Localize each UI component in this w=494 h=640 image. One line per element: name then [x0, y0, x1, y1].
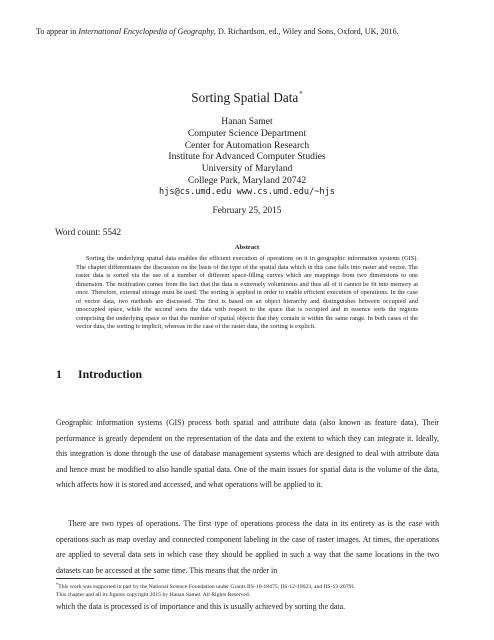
- author-location: College Park, Maryland 20742: [187, 174, 307, 186]
- body-paragraph-continued: which the data is processed is of importance and this is usually achieved by sorting the data.: [56, 602, 346, 611]
- author-university: University of Maryland: [201, 163, 293, 175]
- title-footnote-marker: *: [299, 90, 303, 98]
- author-block: [0, 116, 494, 199]
- publication-note-suffix: , D. Richardson, ed., Wiley and Sons, Oxford, UK, 2016.: [213, 27, 399, 36]
- author-contact: hjs@cs.umd.edu www.cs.umd.edu/~hjs: [159, 186, 335, 197]
- footnote-copyright: This chapter and all its figures copyright 2015 by Hanan Samet. All Rights Reserved.: [56, 591, 251, 598]
- author-center: Center for Automation Research: [184, 139, 310, 151]
- author-department: Computer Science Department: [187, 127, 307, 139]
- paper-date: February 25, 2015: [212, 206, 282, 216]
- publication-note: [36, 27, 456, 36]
- word-count: Word count: 5542: [55, 227, 122, 237]
- paper-title: [0, 90, 494, 106]
- body-paragraph: Geographic information systems (GIS) process both spatial and attribute data (also known as feature data). Their performance is greatly dependent on the representation of the data and the extent to which they can integrate it. Ideally, this integration is done through the use of database management systems which are designed to deal with attribute data and hence must be modified to also handle spatial data. One of the main issues for spatial data is the volume of the data, which affects how it is stored and accessed, and what operations will be applied to it.: [56, 418, 439, 490]
- author-institute: Institute for Advanced Computer Studies: [168, 151, 326, 163]
- footnote-rule: [56, 578, 154, 579]
- author-name: Hanan Samet: [221, 116, 273, 127]
- publication-venue: International Encyclopedia of Geography: [78, 27, 214, 36]
- section-number: 1: [56, 367, 62, 381]
- footnote-funding: This work was supported in part by the National Science Foundation under Grants IIS-10-18475, IIS-12-19023, and IIS-13-20791.: [58, 584, 356, 590]
- section-heading: [56, 367, 142, 382]
- body-paragraph: There are two types of operations. The first type of operations process the data in its entirety as is the case with operations such as map overlay and connected component labeling in the case of raster images. At times, the operations are applied to several data sets in which case they should be applied in such a way that the same locations in the two datasets can be accessed at the same time. This means that the order in: [56, 519, 439, 575]
- abstract-heading: Abstract: [234, 244, 260, 251]
- footnote-marker: *: [56, 582, 59, 587]
- abstract-body: Sorting the underlying spatial data enables the efficient execution of operations on it in geographic information systems (GIS). The chapter differentiates the discussion on the basis of the type of the spatial data which in this case falls into raster and vector. The raster data is sorted via the use of a number of different space-filling curves which are mappings from two dimensions to one dimension. The motivation comes from the fact that the data is extremely voluminous and thus all of it cannot be fit into memory at once. Therefore, external storage must be used. The sorting is applied in order to enable efficient execution of operations. In the case of vector data, two methods are discussed. The first is based on an object hierarchy and distinguishes between occupied and unoccupied space, while the second sorts the data with respect to the space that is occupied and in essence sorts the regions comprising the underlying space so that the number of spatial objects that they contain is within the same range. In both cases of the vector data, the sorting is implicit, whereas in the case of the raster data, the sorting is explicit.: [76, 255, 418, 331]
- publication-note-prefix: To appear in: [36, 27, 79, 36]
- paper-title-text: Sorting Spatial Data: [191, 90, 299, 105]
- footnote: [56, 581, 439, 599]
- section-title: Introduction: [78, 367, 143, 381]
